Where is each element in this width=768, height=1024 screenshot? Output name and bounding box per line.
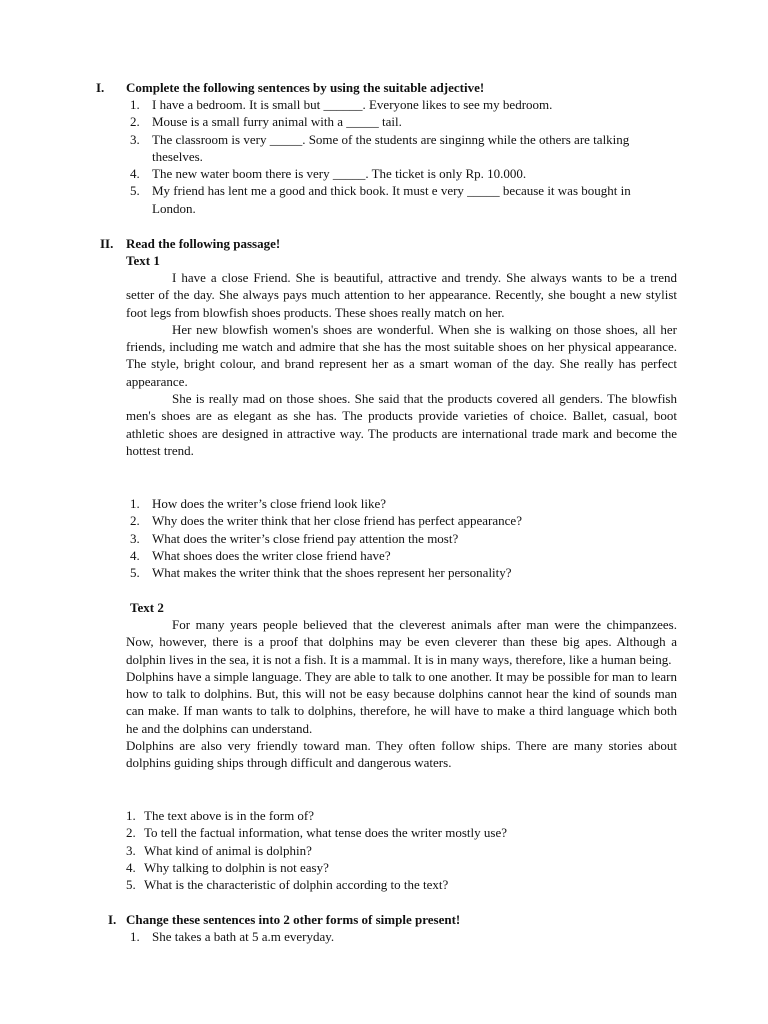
list-item: 2. Mouse is a small furry animal with a _____ tail.: [130, 114, 402, 130]
text2-passage: [126, 616, 677, 772]
list-item: 1. I have a bedroom. It is small but ______. Everyone likes to see my bedroom.: [130, 97, 553, 112]
section2-heading: Read the following passage!: [126, 236, 281, 251]
text2-questions: [126, 807, 666, 893]
text1-paragraph: I have a close Friend. She is beautiful, attractive and trendy. She always wants to be a trend setter of the day. She always pays much attention to her appearance. Recently, she bought a new stylist foot legs from blowfish shoes products. These shoes really match on her.: [126, 270, 677, 320]
section3-list: [126, 928, 666, 945]
text2-paragraph: Dolphins have a simple language. They are able to talk to one another. It may be possible for man to learn how to talk to dolphins. But, this will not be easy because dolphins cannot hear the kind of sounds man can make. If man wants to talk to dolphins, therefore, he will have to make a third language which both he and the dolphins can understand.: [126, 668, 677, 736]
text1-passage: [126, 269, 677, 459]
section1-heading: Complete the following sentences by using the suitable adjective!: [126, 80, 485, 95]
list-item: 5. What is the characteristic of dolphin according to the text?: [126, 877, 449, 893]
text1-paragraph: She is really mad on those shoes. She said that the products covered all genders. The blowfish men's shoes are as elegant as she has. The products provide varieties of choice. Ballet, casual, boot athletic shoes are designed in attractive way. The products are international trade mark and become the hottest trend.: [126, 391, 677, 458]
text2-label: Text 2: [130, 600, 164, 615]
section1-numeral: I.: [96, 80, 105, 95]
list-item: 1. The text above is in the form of?: [126, 808, 315, 823]
list-item: 5. My friend has lent me a good and thick book. It must e very _____ because it was bought in London.: [130, 183, 631, 216]
text1-paragraph: Her new blowfish women's shoes are wonderful. When she is walking on those shoes, all her friends, including me watch and admire that she has the most suitable shoes on her physical appearance. The style, bright colour, and brand represent her as a smart woman of the day. She really has perfect appearance.: [126, 321, 677, 389]
list-item: 1. She takes a bath at 5 a.m everyday.: [130, 929, 335, 944]
list-item: 2. Why does the writer think that her close friend has perfect appearance?: [130, 513, 522, 529]
text2-paragraph: For many years people believed that the cleverest animals after man were the chimpanzees. Now, however, there is a proof that dolphins may be even cleverer than these big apes. Although a dolphin lives in the sea, it is not a fish. It is a mammal. It is in many ways, therefore, like a human being.: [126, 617, 677, 667]
list-item: 4. What shoes does the writer close friend have?: [130, 547, 391, 563]
list-item: 4. Why talking to dolphin is not easy?: [126, 859, 329, 875]
section3-heading: Change these sentences into 2 other forms of simple present!: [126, 912, 461, 927]
list-item: 3. What does the writer’s close friend pay attention the most?: [130, 530, 459, 546]
section1-list: [126, 96, 666, 217]
text1-questions: [126, 495, 666, 581]
text2-paragraph: Dolphins are also very friendly toward man. They often follow ships. There are many stories about dolphins guiding ships through difficult and dangerous waters.: [126, 738, 677, 771]
list-item: 5. What makes the writer think that the shoes represent her personality?: [130, 565, 512, 581]
list-item: 3. What kind of animal is dolphin?: [126, 842, 312, 858]
list-item: 2. To tell the factual information, what tense does the writer mostly use?: [126, 825, 507, 841]
list-item: 3. The classroom is very _____. Some of the students are singinng while the others are talking theselves.: [130, 131, 630, 164]
list-item: 1. How does the writer’s close friend look like?: [130, 496, 387, 511]
text1-label: Text 1: [126, 253, 160, 268]
section3-numeral: I.: [108, 912, 117, 927]
section2-numeral: II.: [100, 236, 114, 251]
list-item: 4. The new water boom there is very _____. The ticket is only Rp. 10.000.: [130, 166, 527, 182]
